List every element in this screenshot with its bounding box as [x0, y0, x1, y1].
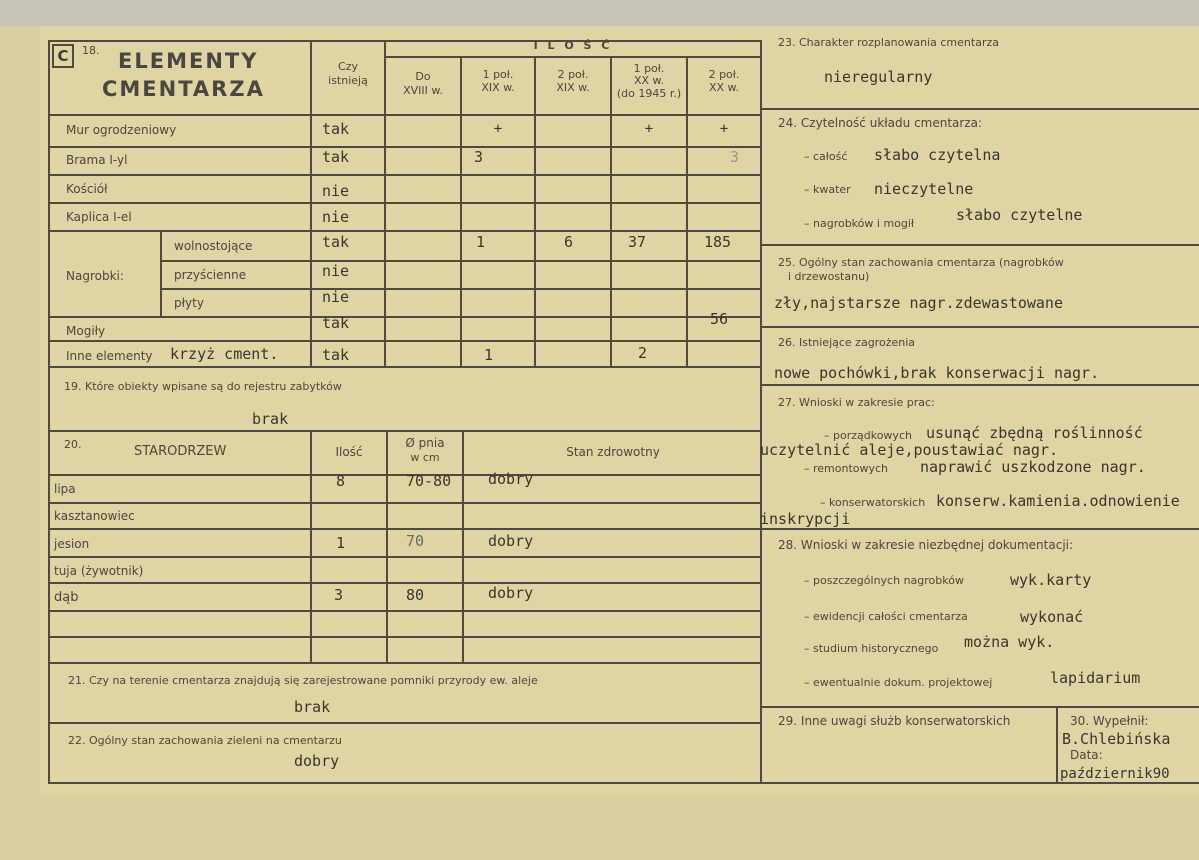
col-count: Ilość — [335, 445, 363, 459]
row-exists: nie — [322, 288, 350, 306]
item-value: słabo czytelne — [956, 206, 1083, 224]
row-exists: tak — [322, 346, 350, 364]
period-5-line2: XX w. — [708, 81, 740, 94]
item-value: wyk.karty — [1010, 571, 1092, 589]
section-25-label-line2: i drzewostanu) — [788, 270, 870, 283]
scan-top-edge — [0, 0, 1199, 26]
item-label: – całość — [804, 150, 848, 163]
section-24-label: 24. Czytelność układu cmentarza: — [778, 116, 983, 130]
section-27-label: 27. Wnioski w zakresie prac: — [778, 396, 935, 409]
row-extra: krzyż cment. — [170, 345, 279, 363]
row-p5: 3 — [730, 148, 740, 166]
col-exists-line1: Czy — [338, 60, 358, 73]
period-2-line1: 1 poł. — [482, 68, 514, 81]
period-5-line1: 2 poł. — [708, 68, 740, 81]
letter-box-text: C — [57, 47, 69, 65]
porzadkowe-value-1: usunąć zbędną roślinność — [926, 424, 1143, 442]
section-19-value: brak — [252, 410, 289, 428]
section-30-label: 30. Wypełnił: — [1070, 714, 1149, 728]
section-23-value: nieregularny — [824, 68, 933, 86]
row-p5: 185 — [704, 233, 732, 251]
row-exists: nie — [322, 262, 350, 280]
tree-name: dąb — [54, 590, 79, 605]
row-label: Kaplica I-el — [66, 210, 132, 224]
col-health: Stan zdrowotny — [566, 445, 660, 459]
section-26-label: 26. Istniejące zagrożenia — [778, 336, 916, 349]
konserw-value-1: konserw.kamienia.odnowienie — [936, 492, 1180, 510]
section-18-title-line1: ELEMENTY — [118, 49, 259, 73]
tree-health: dobry — [488, 470, 534, 488]
section-26-value: nowe pochówki,brak konserwacji nagr. — [774, 364, 1100, 382]
row-label: płyty — [174, 296, 204, 310]
row-label: Inne elementy — [66, 349, 153, 363]
tree-health: dobry — [488, 532, 534, 550]
tree-diam: 80 — [406, 586, 425, 604]
row-exists: tak — [322, 148, 350, 166]
item-value: nieczytelne — [874, 180, 974, 198]
row-label: Brama I-yl — [66, 153, 128, 167]
item-value: słabo czytelna — [874, 146, 1001, 164]
period-1-line2: XVIII w. — [403, 84, 443, 97]
tree-count: 1 — [336, 534, 346, 552]
row-label: Mur ogrodzeniowy — [66, 123, 177, 137]
item-label: – ewentualnie dokum. projektowej — [804, 676, 993, 689]
row-p4: 2 — [638, 344, 648, 362]
item-value: można wyk. — [964, 633, 1055, 651]
cemetery-record-card — [40, 26, 1199, 796]
item-value: lapidarium — [1050, 669, 1141, 687]
row-exists: tak — [322, 314, 350, 332]
remontowe-value: naprawić uszkodzone nagr. — [920, 458, 1146, 476]
row-label: Kościół — [66, 182, 108, 196]
porzadkowe-value-2: uczytelnić aleje,poustawiać nagr. — [760, 441, 1059, 459]
col-diam-line2: w cm — [410, 451, 440, 464]
row-exists: tak — [322, 233, 350, 251]
tree-count: 8 — [336, 472, 346, 490]
tree-diam: 70 — [406, 532, 425, 550]
row-p5: 56 — [710, 310, 729, 328]
section-18-number: 18. — [82, 44, 100, 57]
col-exists-line2: istnieją — [328, 74, 368, 87]
col-diam-line1: Ø pnia — [405, 436, 445, 450]
section-20-title: STARODRZEW — [134, 444, 227, 459]
section-18-title-line2: CMENTARZA — [102, 77, 265, 101]
period-3-line2: XIX w. — [556, 81, 590, 94]
period-4-line1: 1 poł. — [633, 62, 665, 75]
section-23-label: 23. Charakter rozplanowania cmentarza — [778, 36, 999, 49]
item-value: wykonać — [1020, 608, 1084, 626]
item-label: – poszczególnych nagrobków — [804, 574, 964, 587]
row-p5: + — [719, 121, 729, 137]
tree-count: 3 — [334, 586, 344, 604]
section-28-label: 28. Wnioski w zakresie niezbędnej dokumentacji: — [778, 538, 1074, 552]
row-label: wolnostojące — [174, 239, 253, 253]
tree-name: kasztanowiec — [54, 509, 135, 523]
item-label: – studium historycznego — [804, 642, 939, 655]
row-p4: 37 — [628, 233, 647, 251]
row-p2: 1 — [476, 233, 486, 251]
row-exists: tak — [322, 120, 350, 138]
period-4-line3: (do 1945 r.) — [616, 87, 682, 100]
row-label: przyścienne — [174, 268, 247, 282]
row-p4: + — [644, 121, 654, 137]
tree-name: lipa — [54, 482, 76, 496]
konserw-label: – konserwatorskich — [820, 496, 926, 509]
row-p2: + — [493, 121, 503, 137]
period-3-line1: 2 poł. — [557, 68, 589, 81]
row-p2: 1 — [484, 346, 494, 364]
porzadkowe-label: – porządkowych — [824, 429, 912, 442]
section-29-label: 29. Inne uwagi służb konserwatorskich — [778, 714, 1011, 728]
item-label: – nagrobków i mogił — [804, 217, 915, 230]
tree-diam: 70-80 — [406, 472, 452, 490]
section-19-label: 19. Które obiekty wpisane są do rejestru zabytków — [64, 380, 342, 393]
period-1-line1: Do — [415, 70, 431, 83]
tree-health: dobry — [488, 584, 534, 602]
section-20-number: 20. — [64, 438, 82, 451]
nagrobki-group-label: Nagrobki: — [66, 269, 124, 283]
date-label: Data: — [1070, 748, 1103, 762]
section-21-label: 21. Czy na terenie cmentarza znajdują się zarejestrowane pomniki przyrody ew. aleje — [68, 674, 538, 687]
section-25-value: zły,najstarsze nagr.zdewastowane — [774, 294, 1063, 312]
konserw-value-2: inskrypcji — [760, 510, 851, 528]
section-21-value: brak — [294, 698, 331, 716]
ilosc-header: I L O Ś Ć — [533, 39, 613, 52]
item-label: – ewidencji całości cmentarza — [804, 610, 968, 623]
row-label: Mogiły — [66, 324, 106, 338]
row-p3: 6 — [564, 233, 574, 251]
tree-name: jesion — [54, 537, 90, 551]
filled-by-name: B.Chlebińska — [1062, 730, 1171, 748]
remontowe-label: – remontowych — [804, 462, 889, 475]
letter-box — [52, 44, 74, 68]
period-4-line2: XX w. — [633, 74, 665, 87]
section-25-label-line1: 25. Ogólny stan zachowania cmentarza (nagrobków — [778, 256, 1064, 269]
row-p2: 3 — [474, 148, 484, 166]
section-22-value: dobry — [294, 752, 340, 770]
tree-name: tuja (żywotnik) — [54, 564, 144, 578]
row-exists: nie — [322, 182, 350, 200]
item-label: – kwater — [804, 183, 851, 196]
date-value: październik90 — [1060, 766, 1170, 782]
section-22-label: 22. Ogólny stan zachowania zieleni na cmentarzu — [68, 734, 342, 747]
row-exists: nie — [322, 208, 350, 226]
period-2-line2: XIX w. — [481, 81, 515, 94]
